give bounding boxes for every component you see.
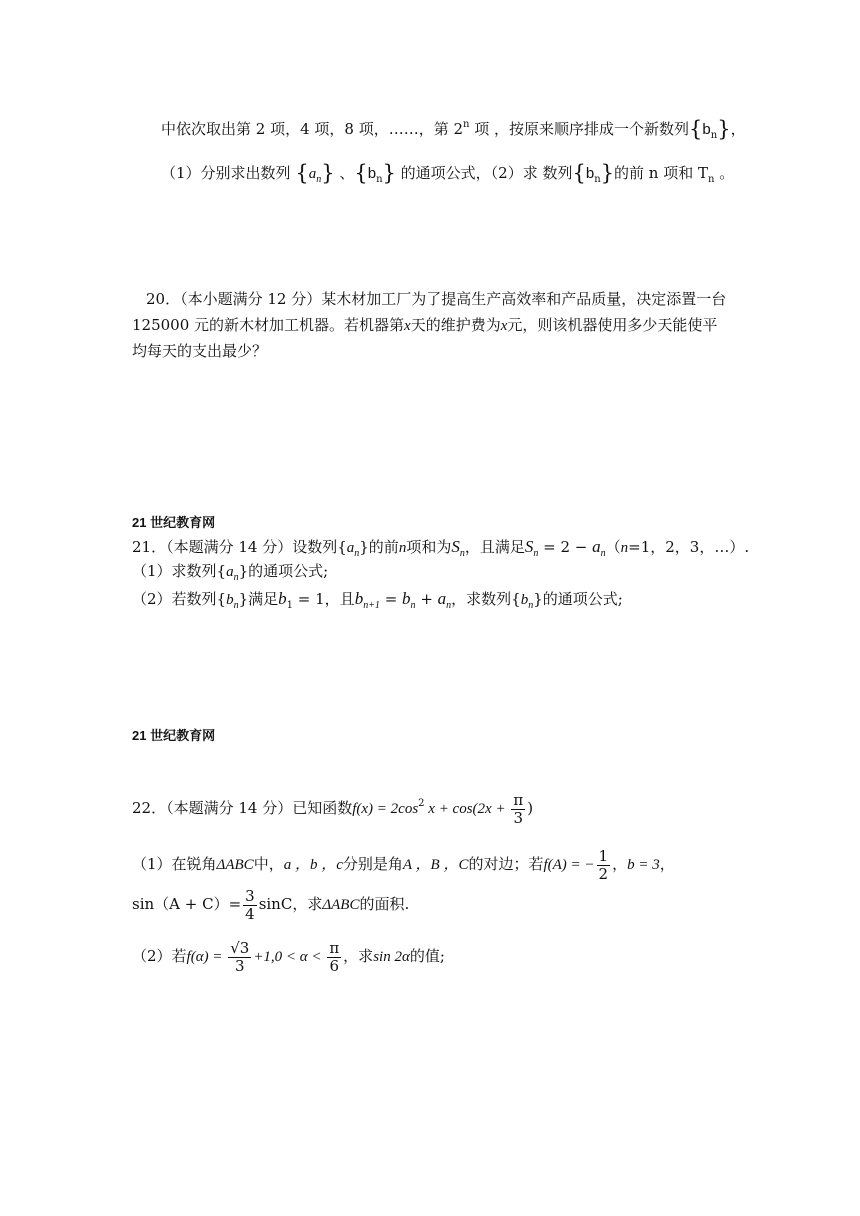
p21-line3: （2）若数列$\{b_n\}$满足$b_1 = 1$，且$b_{n+1} = b_n + a_n$，求数列$\{b_n\}$的通项公式;	[132, 589, 623, 611]
one-half: $\frac{1}{2}$	[598, 847, 609, 883]
sqrt3-over-3: $\frac{√3}{3}$	[230, 939, 250, 975]
p20-line2: 125000 元的新木材加工机器。若机器第x天的维护费为x元，则该机器使用多少天能使平	[132, 316, 718, 334]
p19-line1: 中依次取出第 2 项，4 项，8 项，……，第 2$^n$ 项 ，按原来顺序排成一个新数列$\{b_n\}$，	[161, 117, 746, 141]
pi-over-6: $\frac{\pi}{6}$	[329, 939, 340, 975]
p21-line2: （1）求数列$\{a_n\}$的通项公式;	[132, 562, 329, 583]
pi-over-3: $\frac{\pi}{3}$	[513, 791, 524, 827]
p22-line1: 22．（本题满分 14 分）已知函数$f(x) = 2\cos^2$ x + cos(2x + $\frac{\pi}{3}$ )	[132, 791, 534, 827]
p21-line1: 21．（本题满分 14 分）设数列$\{a_n\}$的前n项和为$S_n$，且满足$S_n = 2 - a_n(n=1$，2，3，…）.	[132, 537, 750, 559]
three-quarters: $\frac{3}{4}$	[245, 887, 255, 923]
p20-line1: 20．（本小题满分 12 分）某木材加工厂为了提高生产高效率和产品质量，决定添置一台	[146, 290, 727, 308]
p19-line2: （1）分别求出数列 $\{a_n\}$ 、$\{b_n\}$ 的通项公式，（2）求 数列$\{b_n\}$的前 n 项和 $T_n$ 。	[161, 161, 735, 185]
p22-line4: （2）若f(α) = $\frac{√3}{3}$ +1,0 < α < $\frac{\pi}{6}$ ，求sin 2α的值;	[132, 939, 445, 975]
watermark-label: 21 世纪教育网	[132, 515, 216, 530]
p20-line3: 均每天的支出最少？	[132, 342, 268, 360]
p22-line2: （1）在锐角ΔABC中，a ，b ，c分别是角A ，B ，C的对边；若f(A) = − $\frac{1}{2}$ ，b = 3，	[132, 847, 675, 883]
watermark-label: 21 世纪教育网	[132, 728, 216, 743]
p22-line3: sin（A + C）= $\frac{3}{4}$ sinC，求ΔABC的面积.	[132, 887, 410, 923]
